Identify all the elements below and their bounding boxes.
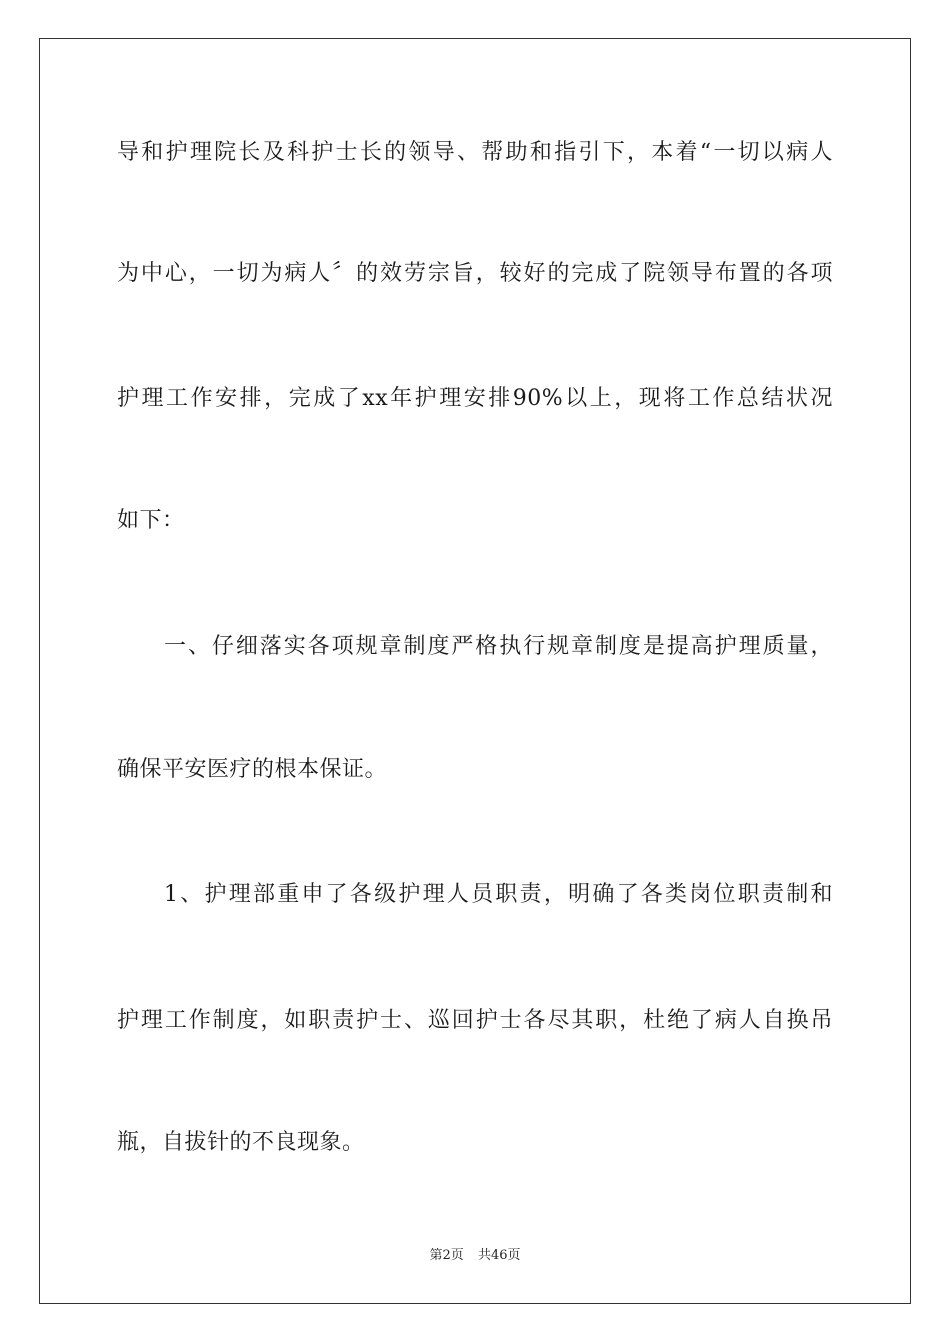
paragraph-line: 护理工作制度，如职责护士、巡回护士各尽其职，杜绝了病人自换吊 — [117, 1008, 833, 1033]
list-item-line: 1、护理部重申了各级护理人员职责，明确了各类岗位职责制和 — [164, 882, 833, 907]
paragraph-line: 导和护理院长及科护士长的领导、帮助和指引下，本着“一切以病人 — [117, 140, 833, 165]
page-border — [39, 38, 911, 1304]
section-heading-line: 一、仔细落实各项规章制度严格执行规章制度是提高护理质量， — [164, 634, 833, 659]
page-footer — [0, 1247, 950, 1265]
paragraph-line: 确保平安医疗的根本保证。 — [117, 757, 388, 782]
page-number: 第2页 — [429, 1248, 464, 1263]
paragraph-line: 瓶，自拔针的不良现象。 — [117, 1130, 365, 1155]
paragraph-line: 护理工作安排，完成了xx年护理安排90%以上，现将工作总结状况 — [117, 386, 833, 411]
total-pages: 共46页 — [477, 1248, 521, 1263]
paragraph-line: 为中心，一切为病人〞的效劳宗旨，较好的完成了院领导布置的各项 — [117, 261, 833, 286]
paragraph-line: 如下： — [117, 508, 185, 533]
